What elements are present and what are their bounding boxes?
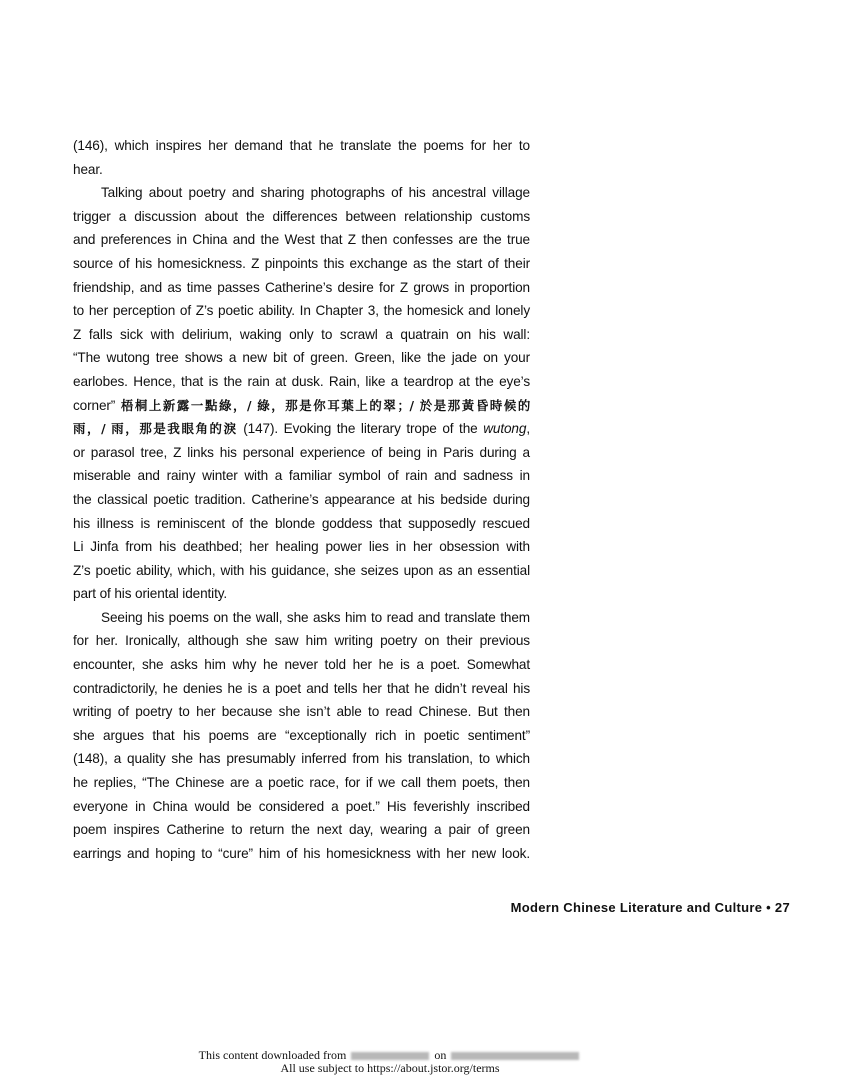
text-line	[73, 158, 530, 182]
text-line	[73, 795, 530, 819]
text-segment: (148), a quality she has presumably inferred from his translation, to which	[73, 751, 530, 767]
text-line	[73, 842, 530, 866]
redacted-ip	[351, 1052, 429, 1060]
download-prefix: This content downloaded from	[198, 1048, 347, 1062]
text-segment: miserable and rainy winter with a familiar symbol of rain and sadness in	[73, 468, 530, 484]
text-segment: trigger a discussion about the differences between relationship customs	[73, 208, 530, 224]
text-line	[73, 323, 530, 347]
text-line	[73, 488, 530, 512]
text-segment: he replies, “The Chinese are a poetic race, for if we call them poets, then	[73, 775, 530, 791]
text-line	[73, 346, 530, 370]
redacted-date	[451, 1052, 579, 1060]
text-segment: contradictorily, he denies he is a poet and tells her that he didn’t reveal his	[73, 680, 530, 696]
text-line	[73, 134, 530, 158]
text-segment: and preferences in China and the West that Z then confesses are the true	[73, 232, 530, 248]
text-line	[73, 629, 530, 653]
text-segment: Talking about poetry and sharing photographs of his ancestral village	[101, 185, 530, 201]
download-on: on	[434, 1048, 447, 1062]
text-line	[73, 464, 530, 488]
text-line	[73, 181, 530, 205]
text-line	[73, 228, 530, 252]
text-segment: she argues that his poems are “exceptionally rich in poetic sentiment”	[73, 727, 530, 743]
chinese-poem-text: 梧桐上新露一點綠，/ 綠，那是你耳葉上的翠；/ 於是那黃昏時候的	[120, 397, 530, 413]
chinese-poem-text: 雨，/ 雨，那是我眼角的淚	[73, 421, 238, 437]
text-segment: (146), which inspires her demand that he translate the poems for her to	[73, 138, 530, 153]
text-line	[73, 512, 530, 536]
jstor-notice	[0, 1049, 780, 1074]
text-line	[73, 370, 530, 394]
text-line	[73, 417, 530, 441]
text-line	[73, 818, 530, 842]
text-line	[73, 252, 530, 276]
text-segment: “The wutong tree shows a new bit of green. Green, like the jade on your	[73, 350, 530, 366]
text-line	[73, 205, 530, 229]
text-line	[73, 771, 530, 795]
text-line	[73, 724, 530, 748]
text-segment: poem inspires Catherine to return the next day, wearing a pair of green	[73, 822, 530, 838]
terms-line: All use subject to https://about.jstor.org/terms	[280, 1060, 500, 1075]
text-segment: friendship, and as time passes Catherine’s desire for Z grows in proportion	[73, 279, 530, 295]
text-segment: for her. Ironically, although she saw him writing poetry on their previous	[73, 633, 530, 649]
text-segment: earlobes. Hence, that is the rain at dusk. Rain, like a teardrop at the eye’s	[73, 373, 530, 389]
text-line	[73, 559, 530, 583]
text-line	[73, 535, 530, 559]
text-segment: encounter, she asks him why he never told her he is a poet. Somewhat	[73, 657, 530, 673]
text-segment: Seeing his poems on the wall, she asks him to read and translate them	[101, 609, 530, 625]
text-segment: hear.	[73, 161, 103, 177]
italic-term: wutong	[483, 421, 527, 437]
text-segment: corner”	[73, 397, 121, 413]
text-line	[73, 700, 530, 724]
text-line	[73, 441, 530, 465]
text-line	[73, 276, 530, 300]
text-segment: ,	[526, 421, 530, 437]
text-line	[73, 677, 530, 701]
download-line	[0, 1049, 780, 1062]
text-segment: or parasol tree, Z links his personal experience of being in Paris during a	[73, 444, 530, 460]
text-segment: source of his homesickness. Z pinpoints this exchange as the start of their	[73, 255, 530, 271]
body-text	[73, 134, 530, 865]
text-line	[73, 653, 530, 677]
text-segment: (147). Evoking the literary trope of the	[237, 421, 484, 437]
text-segment: earrings and hoping to “cure” him of his homesickness with her new look.	[73, 845, 530, 861]
text-segment: Z’s poetic ability, which, with his guidance, she seizes upon as an essential	[73, 562, 530, 578]
text-line	[73, 582, 530, 606]
text-segment: to her perception of Z’s poetic ability. In Chapter 3, the homesick and lonely	[73, 303, 530, 319]
text-segment: part of his oriental identity.	[73, 586, 228, 602]
text-line	[73, 394, 530, 418]
text-segment: his illness is reminiscent of the blonde goddess that supposedly rescued	[73, 515, 530, 531]
text-segment: Z falls sick with delirium, waking only to scrawl a quatrain on his wall:	[73, 326, 530, 342]
running-footer: Modern Chinese Literature and Culture • 27	[510, 900, 790, 915]
text-line	[73, 747, 530, 771]
text-segment: Li Jinfa from his deathbed; her healing power lies in her obsession with	[73, 539, 530, 555]
text-segment: writing of poetry to her because she isn’t able to read Chinese. But then	[73, 704, 530, 720]
text-segment: everyone in China would be considered a poet.” His feverishly inscribed	[73, 798, 530, 814]
text-segment: the classical poetic tradition. Catherine’s appearance at his bedside during	[73, 491, 530, 507]
text-line	[73, 606, 530, 630]
text-line	[73, 299, 530, 323]
